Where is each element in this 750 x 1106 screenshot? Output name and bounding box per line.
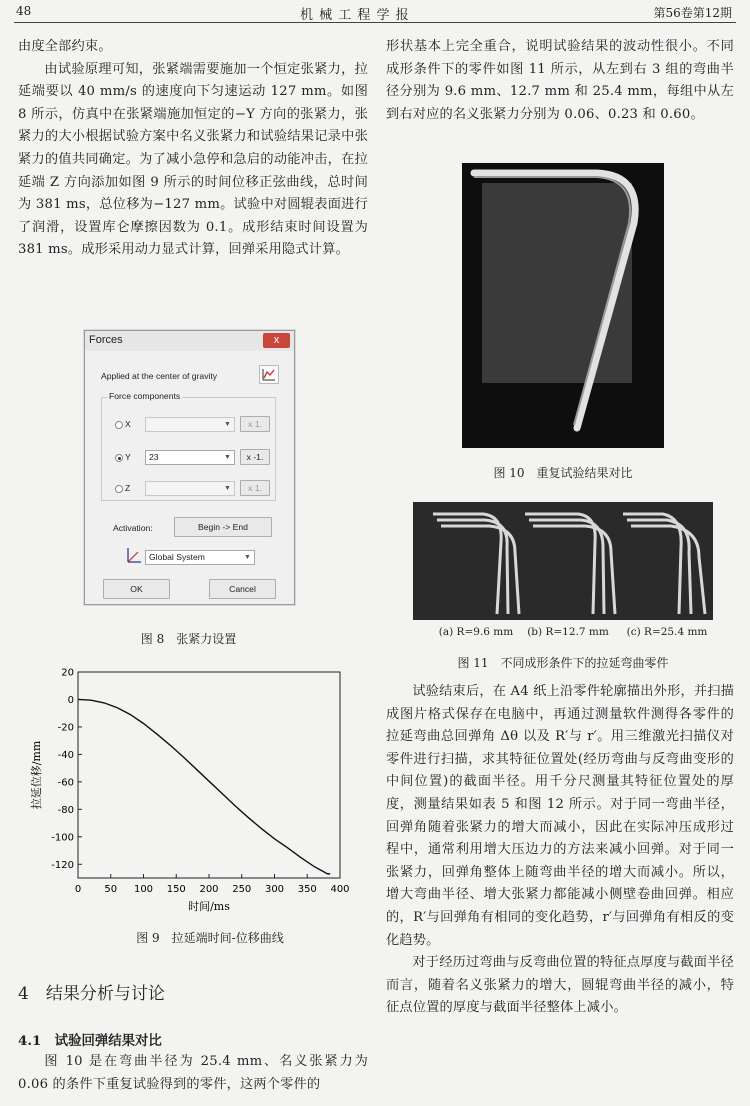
- activation-button[interactable]: Begin -> End: [174, 517, 272, 537]
- fig11-photo: [413, 502, 713, 620]
- fig11-caption: 图 11 不同成形条件下的拉延弯曲零件: [457, 656, 669, 670]
- right-column-bottom-text: [386, 681, 734, 1020]
- y-tick-label: -40: [57, 749, 74, 761]
- x-value-combo[interactable]: [145, 417, 235, 432]
- axis-y-label: Y: [125, 452, 131, 462]
- y-tick-label: -120: [51, 859, 74, 871]
- radio-x[interactable]: [115, 421, 123, 429]
- y-tick-label: 20: [61, 667, 74, 679]
- paragraph: 试验结束后，在 A4 纸上沿零件轮廓描出外形，并扫描成图片格式保存在电脑中，再通过测量软件测得各零件的拉延弯曲总回弹角 Δθ 以及 R′与 r′。用三维激光扫描仪对零件进行扫描，求其特征位置处(经历弯曲与反弯曲变形的中间位置)的截面半径。用千分尺测量其特征位置处的厚度，测量结果如表 5 和图 12 所示。对于同一弯曲半径，回弹角随着张紧力的增大而减小，因此在实际冲压成形过程中，通常利用增大压边力的方法来减小回弹。对于同一张紧力，回弹角整体上随弯曲半径的增大而减小。所以，增大弯曲半径、增大张紧力都能减小侧壁卷曲回弹。相应的，R′与回弹角有相同的变化趋势，r′与回弹角有相反的变化趋势。: [386, 684, 735, 948]
- y-tick-label: -100: [51, 832, 74, 844]
- fig9-caption: 图 9 拉延端时间-位移曲线: [136, 931, 284, 945]
- fig11-sublabel-c: (c) R=25.4 mm: [626, 626, 708, 638]
- x-axis-label: 时间/ms: [188, 900, 230, 913]
- close-button[interactable]: x: [263, 333, 290, 348]
- y-tick-label: -60: [57, 777, 74, 789]
- y-axis-label: 拉延位移/mm: [30, 740, 43, 810]
- x-tick-label: 0: [74, 884, 82, 895]
- system-combo[interactable]: [145, 550, 255, 565]
- x-tick-label: 350: [297, 884, 317, 895]
- bent-parts-shapes: [413, 502, 713, 620]
- activation-label: Activation:: [113, 523, 153, 533]
- applied-label: Applied at the center of gravity: [101, 371, 218, 381]
- paragraph: 对于经历过弯曲与反弯曲位置的特征点厚度与截面半径而言，随着名义张紧力的增大，圆辊弯曲半径的减小，特征点位置的厚度与截面半径整体上减小。: [386, 955, 734, 1016]
- graph-icon-glyph: [260, 366, 278, 383]
- x-tick-label: 300: [264, 884, 285, 895]
- paragraph: 由度全部约束。: [18, 39, 112, 54]
- left-column-bottom-text: [18, 1051, 368, 1096]
- fig8-caption: 图 8 张紧力设置: [140, 632, 237, 646]
- force-components-label: Force components: [109, 391, 181, 401]
- y-tick-label: 0: [67, 694, 74, 706]
- fig10-caption: 图 10 重复试验结果对比: [493, 466, 633, 480]
- right-column-top-text: [386, 36, 734, 126]
- x-tick-label: 400: [330, 884, 350, 895]
- subsection-title: 4.1 试验回弹结果对比: [18, 1033, 162, 1049]
- paragraph: 由试验原理可知，张紧端需要施加一个恒定张紧力，拉延端要以 40 mm/s 的速度向下匀速运动 127 mm。如图 8 所示，仿真中在张紧端施加恒定的−Y 方向的张紧力，张紧力的大小根据试验方案中名义张紧力和试验结果记录中张紧力的值共同确定。为了减小急停和急启的动能冲击，在拉延端 Z 方向添加如图 9 所示的时间位移正弦曲线，总时间为 381 ms，总位移为−127 mm。试验中对圆辊表面进行了润滑，设置库仑摩擦因数为 0.1。成形结束时间设置为 381 ms。成形采用动力显式计算，回弹采用隐式计算。: [18, 61, 368, 258]
- graph-icon[interactable]: [259, 365, 279, 384]
- z-value-combo[interactable]: [145, 481, 235, 496]
- chevron-down-icon: ▼: [224, 421, 231, 428]
- forces-dialog: [84, 330, 295, 605]
- x-tick-label: 150: [166, 884, 186, 895]
- page-number: 48: [16, 4, 32, 18]
- axis-z-label: Z: [125, 483, 131, 493]
- z-sign-button[interactable]: x 1.: [240, 480, 270, 496]
- paragraph: 形状基本上完全重合，说明试验结果的波动性很小。不同成形条件下的零件如图 11 所示，从左到右 3 组的弯曲半径分别为 9.6 mm、12.7 mm 和 25.4 mm，每组中从左到右对应的名义张紧力分别为 0.06、0.23 和 0.60。: [386, 39, 734, 122]
- x-tick-label: 100: [133, 884, 154, 895]
- dialog-title: Forces: [89, 334, 123, 346]
- header-rule: [14, 22, 736, 23]
- y-tick-label: -80: [57, 804, 74, 816]
- journal-title: 机 械 工 程 学 报: [300, 8, 410, 23]
- fig10-photo: [462, 163, 664, 448]
- radio-z[interactable]: [115, 485, 123, 493]
- paragraph: 图 10 是在弯曲半径为 25.4 mm、名义张紧力为 0.06 的条件下重复试验得到的零件，这两个零件的: [18, 1054, 368, 1092]
- radio-y[interactable]: [115, 454, 123, 462]
- issue-label: 第56卷第12期: [653, 6, 732, 20]
- fig9-chart: [18, 660, 368, 920]
- plot-frame: [78, 672, 340, 878]
- section-title: 4 结果分析与讨论: [18, 984, 165, 1004]
- y-value-combo[interactable]: [145, 450, 235, 465]
- x-tick-label: 50: [104, 884, 118, 895]
- y-sign-button[interactable]: x -1.: [240, 449, 270, 465]
- bent-strip-shape: [462, 163, 664, 448]
- chevron-down-icon: ▼: [244, 554, 251, 561]
- axis-x-label: X: [125, 419, 131, 429]
- y-tick-label: -20: [57, 722, 74, 734]
- x-sign-button[interactable]: x 1.: [240, 416, 270, 432]
- dialog-titlebar: [85, 331, 294, 351]
- ok-button[interactable]: OK: [103, 579, 170, 599]
- chevron-down-icon: ▼: [224, 485, 231, 492]
- y-value: 23: [149, 452, 159, 462]
- fig11-sublabel-b: (b) R=12.7 mm: [527, 626, 609, 638]
- axes-icon: [125, 545, 143, 565]
- series-line: [78, 699, 330, 873]
- x-tick-label: 200: [199, 884, 219, 895]
- left-column-top-text: [18, 36, 368, 262]
- cancel-button[interactable]: Cancel: [209, 579, 276, 599]
- x-tick-label: 250: [232, 884, 252, 895]
- fig11-sublabel-a: (a) R=9.6 mm: [438, 626, 514, 638]
- system-value: Global System: [149, 552, 205, 562]
- chevron-down-icon: ▼: [224, 454, 231, 461]
